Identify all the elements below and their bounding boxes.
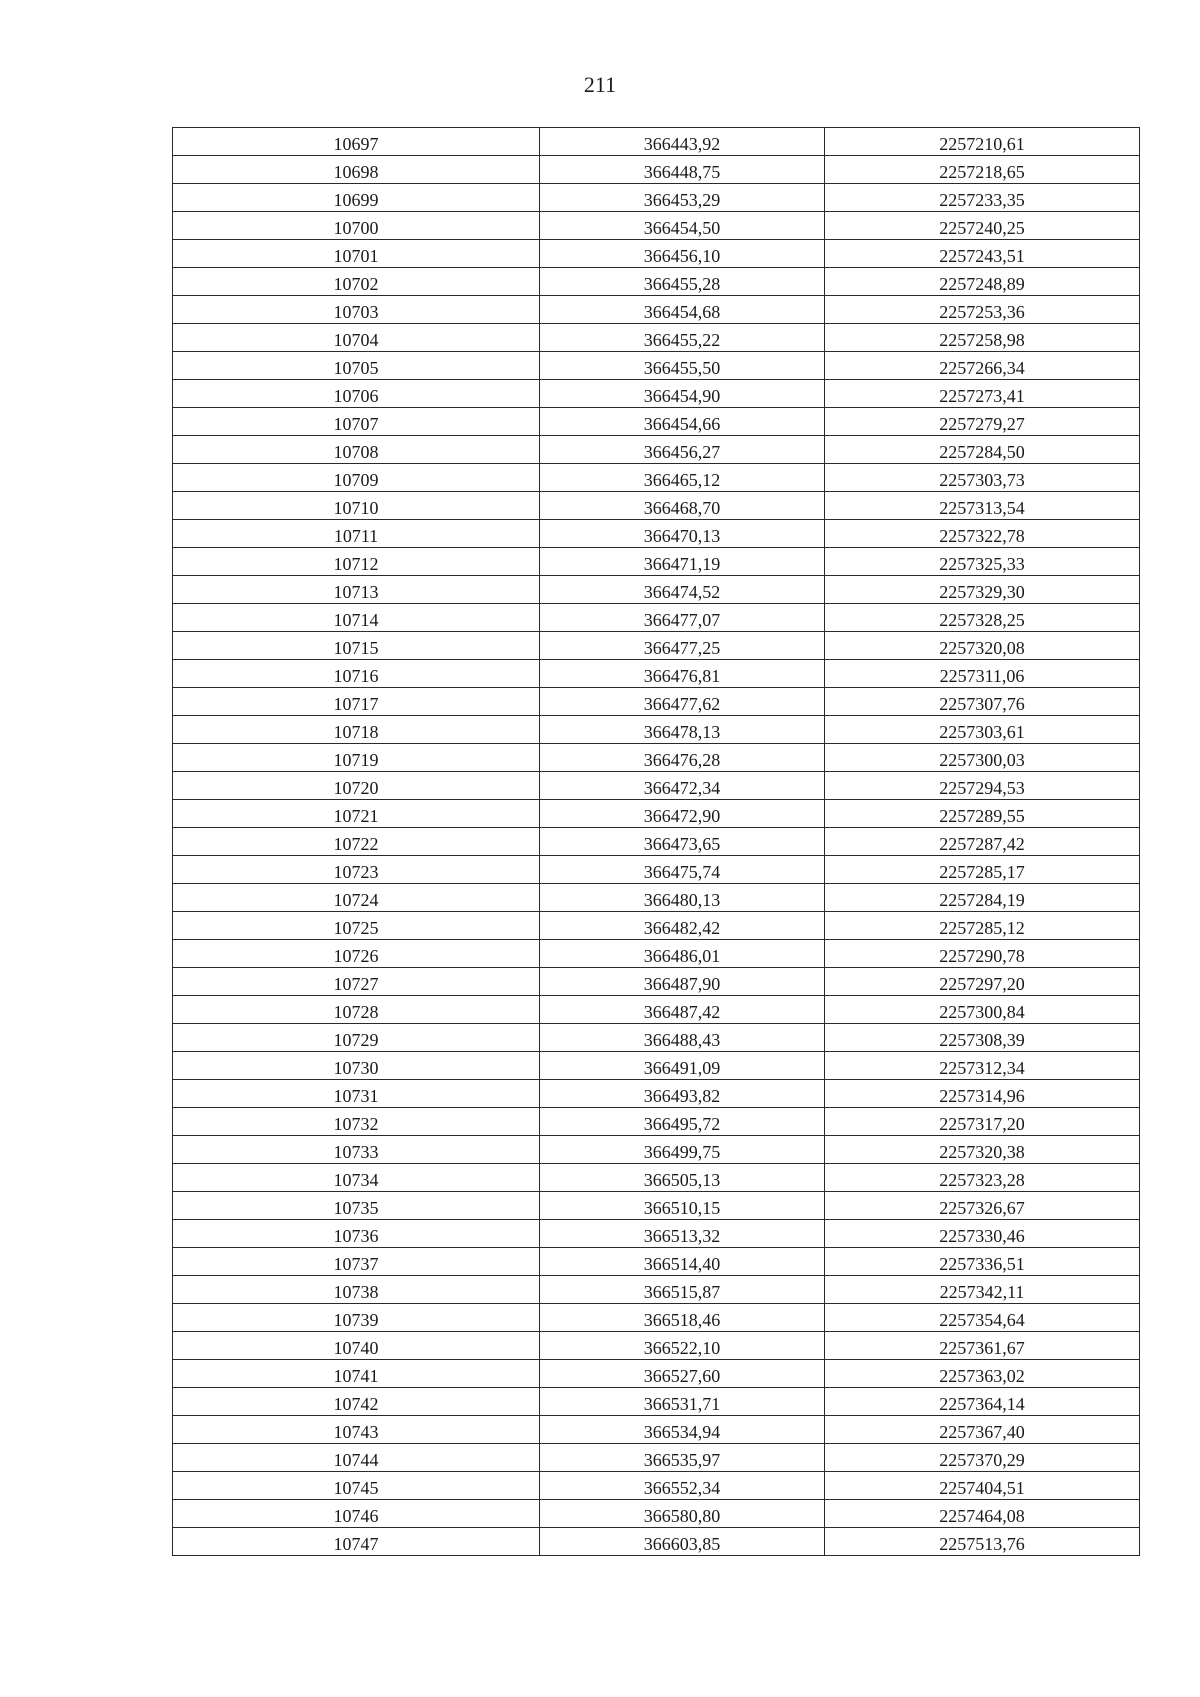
point-number-cell: 10717 [173,688,540,716]
x-coordinate-cell: 366474,52 [540,576,825,604]
point-number-cell: 10705 [173,352,540,380]
table-row [173,1108,1140,1136]
table-row [173,1360,1140,1388]
table-row [173,968,1140,996]
y-coordinate-cell: 2257284,50 [825,436,1140,464]
y-coordinate-cell: 2257266,34 [825,352,1140,380]
x-coordinate-cell: 366472,90 [540,800,825,828]
y-coordinate-cell: 2257464,08 [825,1500,1140,1528]
point-number-cell: 10706 [173,380,540,408]
point-number-cell: 10700 [173,212,540,240]
point-number-cell: 10719 [173,744,540,772]
point-number-cell: 10743 [173,1416,540,1444]
x-coordinate-cell: 366603,85 [540,1528,825,1556]
x-coordinate-cell: 366477,07 [540,604,825,632]
y-coordinate-cell: 2257307,76 [825,688,1140,716]
x-coordinate-cell: 366454,66 [540,408,825,436]
y-coordinate-cell: 2257328,25 [825,604,1140,632]
point-number-cell: 10715 [173,632,540,660]
x-coordinate-cell: 366482,42 [540,912,825,940]
point-number-cell: 10729 [173,1024,540,1052]
y-coordinate-cell: 2257320,08 [825,632,1140,660]
y-coordinate-cell: 2257285,17 [825,856,1140,884]
point-number-cell: 10704 [173,324,540,352]
page-number: 211 [583,72,617,97]
x-coordinate-cell: 366468,70 [540,492,825,520]
point-number-cell: 10726 [173,940,540,968]
x-coordinate-cell: 366488,43 [540,1024,825,1052]
point-number-cell: 10731 [173,1080,540,1108]
point-number-cell: 10739 [173,1304,540,1332]
point-number-cell: 10737 [173,1248,540,1276]
table-row [173,744,1140,772]
table-row [173,1276,1140,1304]
point-number-cell: 10730 [173,1052,540,1080]
table-row [173,604,1140,632]
table-row [173,492,1140,520]
y-coordinate-cell: 2257313,54 [825,492,1140,520]
y-coordinate-cell: 2257314,96 [825,1080,1140,1108]
y-coordinate-cell: 2257308,39 [825,1024,1140,1052]
point-number-cell: 10701 [173,240,540,268]
x-coordinate-cell: 366518,46 [540,1304,825,1332]
y-coordinate-cell: 2257253,36 [825,296,1140,324]
x-coordinate-cell: 366475,74 [540,856,825,884]
table-row [173,912,1140,940]
table-row [173,800,1140,828]
point-number-cell: 10742 [173,1388,540,1416]
y-coordinate-cell: 2257279,27 [825,408,1140,436]
table-row [173,156,1140,184]
point-number-cell: 10710 [173,492,540,520]
table-row [173,1248,1140,1276]
x-coordinate-cell: 366580,80 [540,1500,825,1528]
table-row [173,212,1140,240]
y-coordinate-cell: 2257323,28 [825,1164,1140,1192]
table-row [173,548,1140,576]
table-row [173,1192,1140,1220]
x-coordinate-cell: 366513,32 [540,1220,825,1248]
table-row [173,828,1140,856]
y-coordinate-cell: 2257361,67 [825,1332,1140,1360]
point-number-cell: 10718 [173,716,540,744]
x-coordinate-cell: 366455,22 [540,324,825,352]
table-row [173,884,1140,912]
table-row [173,1304,1140,1332]
table-row [173,996,1140,1024]
x-coordinate-cell: 366487,90 [540,968,825,996]
y-coordinate-cell: 2257336,51 [825,1248,1140,1276]
table-row [173,1164,1140,1192]
point-number-cell: 10725 [173,912,540,940]
y-coordinate-cell: 2257258,98 [825,324,1140,352]
x-coordinate-cell: 366499,75 [540,1136,825,1164]
point-number-cell: 10738 [173,1276,540,1304]
y-coordinate-cell: 2257284,19 [825,884,1140,912]
table-row [173,1500,1140,1528]
y-coordinate-cell: 2257240,25 [825,212,1140,240]
y-coordinate-cell: 2257210,61 [825,128,1140,156]
table-row [173,772,1140,800]
x-coordinate-cell: 366456,10 [540,240,825,268]
x-coordinate-cell: 366471,19 [540,548,825,576]
x-coordinate-cell: 366491,09 [540,1052,825,1080]
point-number-cell: 10746 [173,1500,540,1528]
x-coordinate-cell: 366552,34 [540,1472,825,1500]
y-coordinate-cell: 2257300,84 [825,996,1140,1024]
y-coordinate-cell: 2257322,78 [825,520,1140,548]
y-coordinate-cell: 2257330,46 [825,1220,1140,1248]
y-coordinate-cell: 2257329,30 [825,576,1140,604]
table-row [173,716,1140,744]
x-coordinate-cell: 366477,62 [540,688,825,716]
x-coordinate-cell: 366486,01 [540,940,825,968]
table-row [173,1052,1140,1080]
table-row [173,940,1140,968]
y-coordinate-cell: 2257285,12 [825,912,1140,940]
y-coordinate-cell: 2257273,41 [825,380,1140,408]
x-coordinate-cell: 366527,60 [540,1360,825,1388]
x-coordinate-cell: 366534,94 [540,1416,825,1444]
x-coordinate-cell: 366454,90 [540,380,825,408]
table-row [173,1472,1140,1500]
y-coordinate-cell: 2257312,34 [825,1052,1140,1080]
table-row [173,380,1140,408]
y-coordinate-cell: 2257303,73 [825,464,1140,492]
y-coordinate-cell: 2257300,03 [825,744,1140,772]
table-row [173,296,1140,324]
point-number-cell: 10735 [173,1192,540,1220]
coordinates-table [172,127,1140,1556]
point-number-cell: 10728 [173,996,540,1024]
x-coordinate-cell: 366455,50 [540,352,825,380]
x-coordinate-cell: 366456,27 [540,436,825,464]
y-coordinate-cell: 2257404,51 [825,1472,1140,1500]
y-coordinate-cell: 2257297,20 [825,968,1140,996]
table-row [173,464,1140,492]
y-coordinate-cell: 2257320,38 [825,1136,1140,1164]
point-number-cell: 10736 [173,1220,540,1248]
y-coordinate-cell: 2257303,61 [825,716,1140,744]
point-number-cell: 10707 [173,408,540,436]
table-row [173,436,1140,464]
table-row [173,268,1140,296]
table-row [173,184,1140,212]
point-number-cell: 10720 [173,772,540,800]
point-number-cell: 10745 [173,1472,540,1500]
y-coordinate-cell: 2257367,40 [825,1416,1140,1444]
table-row [173,1528,1140,1556]
point-number-cell: 10722 [173,828,540,856]
table-row [173,576,1140,604]
point-number-cell: 10740 [173,1332,540,1360]
point-number-cell: 10711 [173,520,540,548]
x-coordinate-cell: 366515,87 [540,1276,825,1304]
table-row [173,408,1140,436]
table-row [173,128,1140,156]
point-number-cell: 10697 [173,128,540,156]
y-coordinate-cell: 2257243,51 [825,240,1140,268]
table-row [173,352,1140,380]
y-coordinate-cell: 2257317,20 [825,1108,1140,1136]
x-coordinate-cell: 366443,92 [540,128,825,156]
point-number-cell: 10721 [173,800,540,828]
point-number-cell: 10699 [173,184,540,212]
table-row [173,1332,1140,1360]
point-number-cell: 10733 [173,1136,540,1164]
y-coordinate-cell: 2257287,42 [825,828,1140,856]
point-number-cell: 10724 [173,884,540,912]
x-coordinate-cell: 366535,97 [540,1444,825,1472]
table-row [173,1080,1140,1108]
y-coordinate-cell: 2257354,64 [825,1304,1140,1332]
x-coordinate-cell: 366510,15 [540,1192,825,1220]
point-number-cell: 10747 [173,1528,540,1556]
table-row [173,324,1140,352]
y-coordinate-cell: 2257290,78 [825,940,1140,968]
y-coordinate-cell: 2257233,35 [825,184,1140,212]
point-number-cell: 10741 [173,1360,540,1388]
x-coordinate-cell: 366477,25 [540,632,825,660]
table-row [173,520,1140,548]
x-coordinate-cell: 366522,10 [540,1332,825,1360]
x-coordinate-cell: 366476,28 [540,744,825,772]
point-number-cell: 10734 [173,1164,540,1192]
x-coordinate-cell: 366531,71 [540,1388,825,1416]
table-row [173,1444,1140,1472]
table-row [173,1024,1140,1052]
point-number-cell: 10703 [173,296,540,324]
x-coordinate-cell: 366465,12 [540,464,825,492]
y-coordinate-cell: 2257364,14 [825,1388,1140,1416]
table-row [173,1220,1140,1248]
point-number-cell: 10708 [173,436,540,464]
x-coordinate-cell: 366454,68 [540,296,825,324]
y-coordinate-cell: 2257326,67 [825,1192,1140,1220]
table-row [173,688,1140,716]
coordinates-table-body [173,128,1140,1556]
x-coordinate-cell: 366470,13 [540,520,825,548]
x-coordinate-cell: 366453,29 [540,184,825,212]
point-number-cell: 10716 [173,660,540,688]
point-number-cell: 10727 [173,968,540,996]
x-coordinate-cell: 366473,65 [540,828,825,856]
y-coordinate-cell: 2257294,53 [825,772,1140,800]
table-row [173,1416,1140,1444]
table-row [173,240,1140,268]
table-row [173,632,1140,660]
x-coordinate-cell: 366487,42 [540,996,825,1024]
y-coordinate-cell: 2257513,76 [825,1528,1140,1556]
point-number-cell: 10698 [173,156,540,184]
y-coordinate-cell: 2257218,65 [825,156,1140,184]
point-number-cell: 10732 [173,1108,540,1136]
x-coordinate-cell: 366480,13 [540,884,825,912]
point-number-cell: 10713 [173,576,540,604]
point-number-cell: 10714 [173,604,540,632]
point-number-cell: 10723 [173,856,540,884]
x-coordinate-cell: 366454,50 [540,212,825,240]
y-coordinate-cell: 2257289,55 [825,800,1140,828]
point-number-cell: 10744 [173,1444,540,1472]
x-coordinate-cell: 366455,28 [540,268,825,296]
x-coordinate-cell: 366514,40 [540,1248,825,1276]
y-coordinate-cell: 2257342,11 [825,1276,1140,1304]
point-number-cell: 10712 [173,548,540,576]
y-coordinate-cell: 2257311,06 [825,660,1140,688]
table-row [173,1388,1140,1416]
point-number-cell: 10702 [173,268,540,296]
table-row [173,1136,1140,1164]
table-row [173,660,1140,688]
x-coordinate-cell: 366476,81 [540,660,825,688]
y-coordinate-cell: 2257325,33 [825,548,1140,576]
x-coordinate-cell: 366505,13 [540,1164,825,1192]
point-number-cell: 10709 [173,464,540,492]
x-coordinate-cell: 366448,75 [540,156,825,184]
y-coordinate-cell: 2257363,02 [825,1360,1140,1388]
x-coordinate-cell: 366478,13 [540,716,825,744]
x-coordinate-cell: 366472,34 [540,772,825,800]
x-coordinate-cell: 366493,82 [540,1080,825,1108]
x-coordinate-cell: 366495,72 [540,1108,825,1136]
y-coordinate-cell: 2257248,89 [825,268,1140,296]
y-coordinate-cell: 2257370,29 [825,1444,1140,1472]
table-row [173,856,1140,884]
